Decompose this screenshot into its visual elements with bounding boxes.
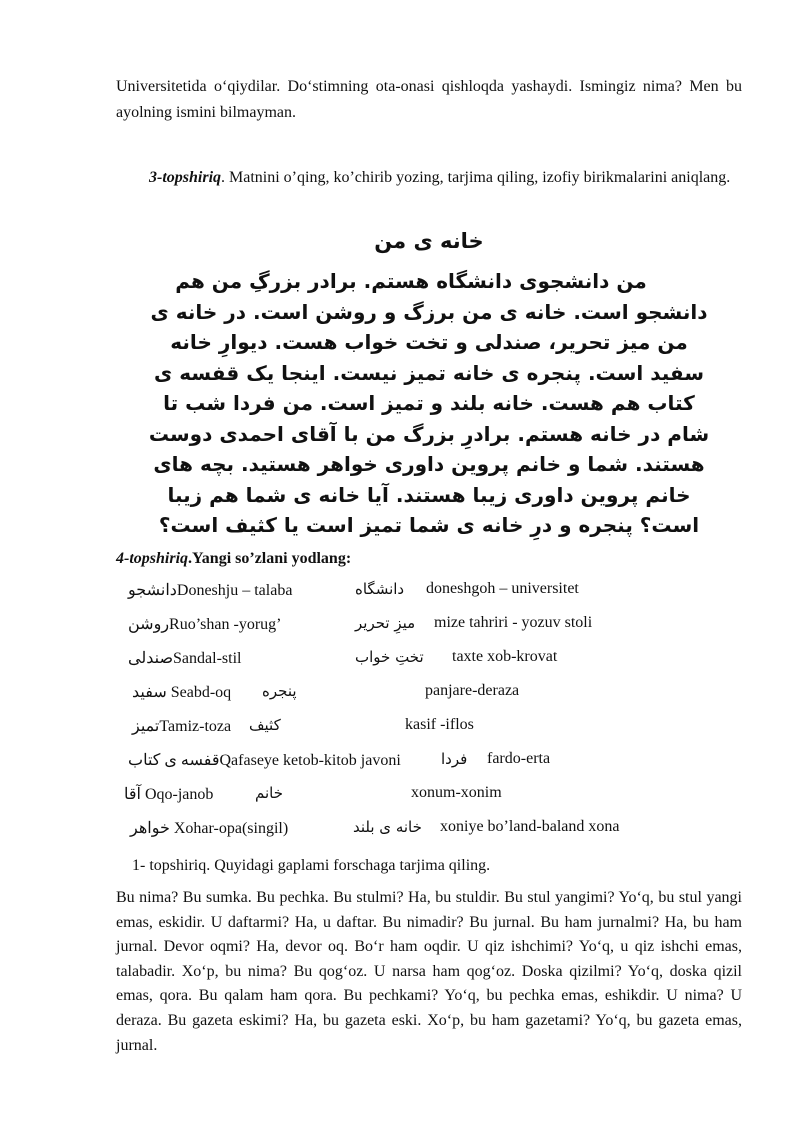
persian-line: سفید است. پنجره ی خانه تمیز نیست. اینجا یک قفسه ی xyxy=(154,360,704,385)
vocab-right-persian: میزِ تحریر xyxy=(355,614,416,632)
persian-line: هستند. شما و خانم پروین داوری خواهر هستید. بچه های xyxy=(153,452,705,476)
vocab-left: خواهر Xohar-opa(singil) xyxy=(130,820,289,837)
vocab-left: آقا Oqo-janob xyxy=(124,786,214,803)
vocab-row xyxy=(0,818,800,848)
persian-line: من میز تحریر، صندلی و تخت خواب هست. دیوارِ خانه xyxy=(170,330,688,354)
vocab-row xyxy=(0,580,800,610)
vocab-row xyxy=(0,682,800,712)
vocab-right-latin: panjare-deraza xyxy=(425,682,520,699)
vocab-left: سفید Seabd-oq xyxy=(132,684,232,701)
task4-text: .Yangi so’zlani yodlang: xyxy=(188,550,352,567)
vocab-right-latin: xoniye bo’land-baland xona xyxy=(440,818,620,835)
vocab-right-persian: تختِ خواب xyxy=(355,648,424,666)
paragraph-intro: Universitetida o‘qiydilar. Do‘stimning ota-onasi qishloqda yashaydi. Ismingiz nima? Men bu ayolning ismini bilmayman. xyxy=(116,78,742,121)
vocab-left: روشنRuo’shan -yorug’ xyxy=(128,616,282,633)
vocab-right-latin: mize tahriri - yozuv stoli xyxy=(434,614,593,631)
persian-line: است؟ پنجره و درِ خانه ی شما تمیز است یا کثیف است؟ xyxy=(158,513,700,537)
vocab-right-persian: پنجره xyxy=(262,682,297,700)
vocab-right-persian: خانه ی بلند xyxy=(353,818,422,836)
vocab-right-persian: خانم xyxy=(255,784,284,802)
vocab-right-latin: kasif -iflos xyxy=(405,716,474,733)
vocab-row xyxy=(0,784,800,814)
task3-text: . Matnini o’qing, ko’chirib yozing, tarjima qiling, izofiy birikmalarini aniqlang. xyxy=(221,169,731,186)
vocab-right-latin: taxte xob-krovat xyxy=(452,648,558,665)
paragraph-exercise: Bu nima? Bu sumka. Bu pechka. Bu stulmi? Ha, bu stuldir. Bu stul yangimi? Yo‘q, bu stul yangi emas, eskidir. U daftarmi? Ha, u daftar. Bu nimadir? Bu jurnal. Bu ham jurnalmi? Ha, bu ham jurnal. Devor oqmi? Ha, devor oq. Bo‘r ham oqdir. U qiz ishchimi? Yo‘q, u qiz ishchi emas, talabadir. Xo‘p, bu nima? Bu qog‘oz. U narsa ham qog‘oz. Doska qizilmi? Yo‘q, doska qizil emas, qora. Bu qalam ham qora. Bu pechkami? Yo‘q, bu pechka emas, eshikdir. U nima? U deraza. Bu gazeta eskimi? Ha, bu gazeta eski. Xo‘p, bu ham gazetami? Yo‘q, bu gazeta emas, jurnal. xyxy=(116,889,742,1054)
vocab-left: دانشجوDoneshju – talaba xyxy=(128,582,293,599)
persian-line: شام در خانه هستم. برادرِ بزرگ من با آقای احمدی دوست xyxy=(148,421,710,446)
vocab-right-latin: doneshgoh – universitet xyxy=(426,580,579,597)
persian-line: کتاب هم هست. خانه بلند و تمیز است. من فردا شب تا xyxy=(163,391,695,415)
vocab-right-persian: دانشگاه xyxy=(355,580,405,598)
vocab-row xyxy=(0,614,800,644)
vocab-left: قفسه ی کتابQafaseye ketob-kitob javoni xyxy=(128,752,401,769)
persian-line: خانم پروین داوری زیبا هستند. آیا خانه ی شما هم زیبا xyxy=(167,482,691,507)
persian-line: من دانشجوی دانشگاه هستم. برادر بزرگِ من هم xyxy=(175,269,647,293)
vocab-right-latin: fardo-erta xyxy=(487,750,551,767)
vocab-row xyxy=(0,750,800,780)
vocab-row xyxy=(0,648,800,678)
vocab-right-latin: xonum-xonim xyxy=(411,784,502,801)
vocab-left: تمیزTamiz-toza xyxy=(132,718,232,735)
task3-paragraph xyxy=(116,165,742,191)
persian-text xyxy=(116,266,742,541)
vocab-row xyxy=(0,716,800,746)
persian-title: خانه ی من xyxy=(374,229,484,253)
task3-label: 3-topshiriq xyxy=(149,169,222,186)
task4-heading xyxy=(116,546,351,572)
vocab-left: صندلیSandal-stil xyxy=(128,650,242,667)
task4-label: 4-topshiriq xyxy=(116,550,189,567)
vocab-right-persian: کثیف xyxy=(249,716,281,734)
task1-heading: 1- topshiriq. Quyidagi gaplami forschaga tarjima qiling. xyxy=(132,857,491,874)
persian-line: دانشجو است. خانه ی من برزگ و روشن است. در خانه ی xyxy=(150,299,708,324)
vocab-right-persian: فردا xyxy=(441,750,468,768)
